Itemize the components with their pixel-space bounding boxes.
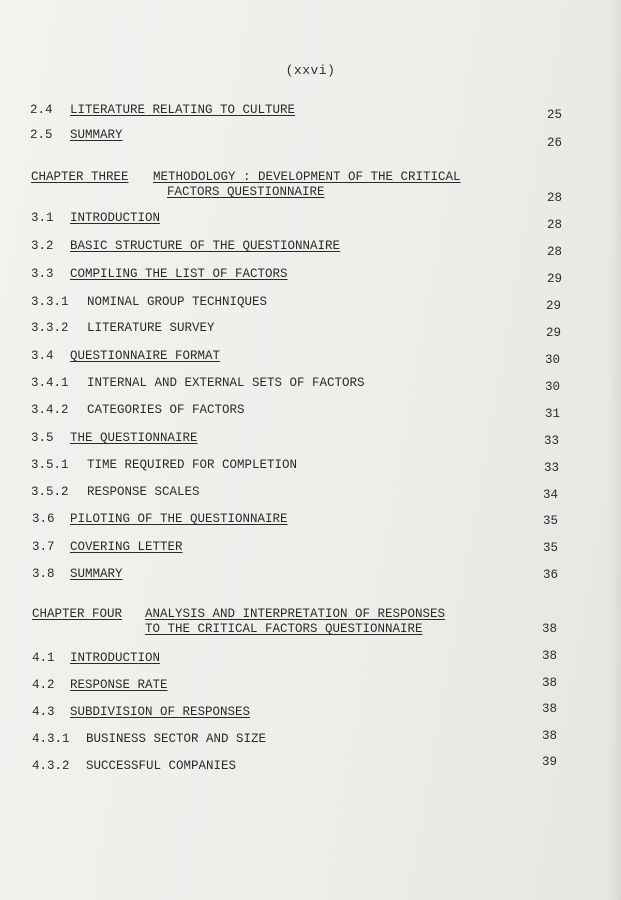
chapter-title-line1: ANALYSIS AND INTERPRETATION OF RESPONSES	[145, 607, 446, 621]
section-title: COVERING LETTER	[70, 540, 183, 554]
section-title: INTRODUCTION	[70, 211, 161, 225]
section-title: BUSINESS SECTOR AND SIZE	[86, 732, 267, 746]
page-ref: 26	[547, 136, 563, 150]
page-ref: 38	[542, 649, 558, 663]
section-title: COMPILING THE LIST OF FACTORS	[70, 267, 288, 281]
chapter-label: CHAPTER THREE	[31, 170, 129, 184]
section-title: CATEGORIES OF FACTORS	[87, 403, 245, 417]
page-ref: 30	[545, 353, 561, 367]
section-title: SUBDIVISION OF RESPONSES	[70, 705, 251, 719]
page-edge-shadow	[609, 0, 621, 900]
section-title: NOMINAL GROUP TECHNIQUES	[87, 295, 268, 309]
section-number: 3.7	[32, 540, 55, 554]
section-number: 4.3.2	[32, 759, 70, 773]
page-ref: 38	[542, 702, 558, 716]
section-number: 4.3	[32, 705, 55, 719]
page-ref: 39	[542, 755, 558, 769]
section-title: PILOTING OF THE QUESTIONNAIRE	[70, 512, 288, 526]
page-ref: 38	[542, 622, 558, 636]
chapter-label: CHAPTER FOUR	[32, 607, 123, 621]
section-number: 3.1	[31, 211, 54, 225]
section-title: RESPONSE RATE	[70, 678, 168, 692]
section-number: 3.8	[32, 567, 55, 581]
page-ref: 28	[547, 218, 563, 232]
section-title: QUESTIONNAIRE FORMAT	[70, 349, 221, 363]
page-ref: 35	[543, 541, 559, 555]
page-ref: 33	[544, 434, 560, 448]
page-ref: 35	[543, 514, 559, 528]
section-number: 2.4	[30, 103, 53, 117]
section-number: 3.4	[31, 349, 54, 363]
page-ref: 38	[542, 729, 558, 743]
chapter-title-line2: FACTORS QUESTIONNAIRE	[167, 185, 325, 199]
section-number: 3.5	[31, 431, 54, 445]
section-title: SUCCESSFUL COMPANIES	[86, 759, 237, 773]
section-number: 3.3.1	[31, 295, 69, 309]
section-number: 4.2	[32, 678, 55, 692]
section-title: TIME REQUIRED FOR COMPLETION	[87, 458, 298, 472]
section-title: BASIC STRUCTURE OF THE QUESTIONNAIRE	[70, 239, 341, 253]
section-title: SUMMARY	[70, 128, 123, 142]
page-ref: 28	[547, 245, 563, 259]
section-number: 3.2	[31, 239, 54, 253]
section-number: 3.4.1	[31, 376, 69, 390]
section-title: SUMMARY	[70, 567, 123, 581]
chapter-title-line2: TO THE CRITICAL FACTORS QUESTIONNAIRE	[145, 622, 423, 636]
section-title: LITERATURE SURVEY	[87, 321, 215, 335]
page-ref: 36	[543, 568, 559, 582]
page-ref: 25	[547, 108, 563, 122]
chapter-title-line1: METHODOLOGY : DEVELOPMENT OF THE CRITICAL	[153, 170, 461, 184]
page-ref: 38	[542, 676, 558, 690]
page-ref: 31	[545, 407, 561, 421]
page-ref: 29	[546, 326, 562, 340]
roman-page-number: (xxvi)	[285, 63, 336, 78]
section-title: INTRODUCTION	[70, 651, 161, 665]
section-title: LITERATURE RELATING TO CULTURE	[70, 103, 296, 117]
section-number: 2.5	[30, 128, 53, 142]
section-title: INTERNAL AND EXTERNAL SETS OF FACTORS	[87, 376, 365, 390]
section-number: 3.3	[31, 267, 54, 281]
page-ref: 34	[543, 488, 559, 502]
section-number: 4.3.1	[32, 732, 70, 746]
section-number: 3.3.2	[31, 321, 69, 335]
section-number: 3.5.1	[31, 458, 69, 472]
section-title: RESPONSE SCALES	[87, 485, 200, 499]
page-ref: 28	[547, 191, 563, 205]
section-title: THE QUESTIONNAIRE	[70, 431, 198, 445]
section-number: 3.6	[32, 512, 55, 526]
section-number: 3.5.2	[31, 485, 69, 499]
page-ref: 29	[547, 272, 563, 286]
section-number: 4.1	[32, 651, 55, 665]
page-ref: 29	[546, 299, 562, 313]
page-ref: 33	[544, 461, 560, 475]
section-number: 3.4.2	[31, 403, 69, 417]
page-ref: 30	[545, 380, 561, 394]
